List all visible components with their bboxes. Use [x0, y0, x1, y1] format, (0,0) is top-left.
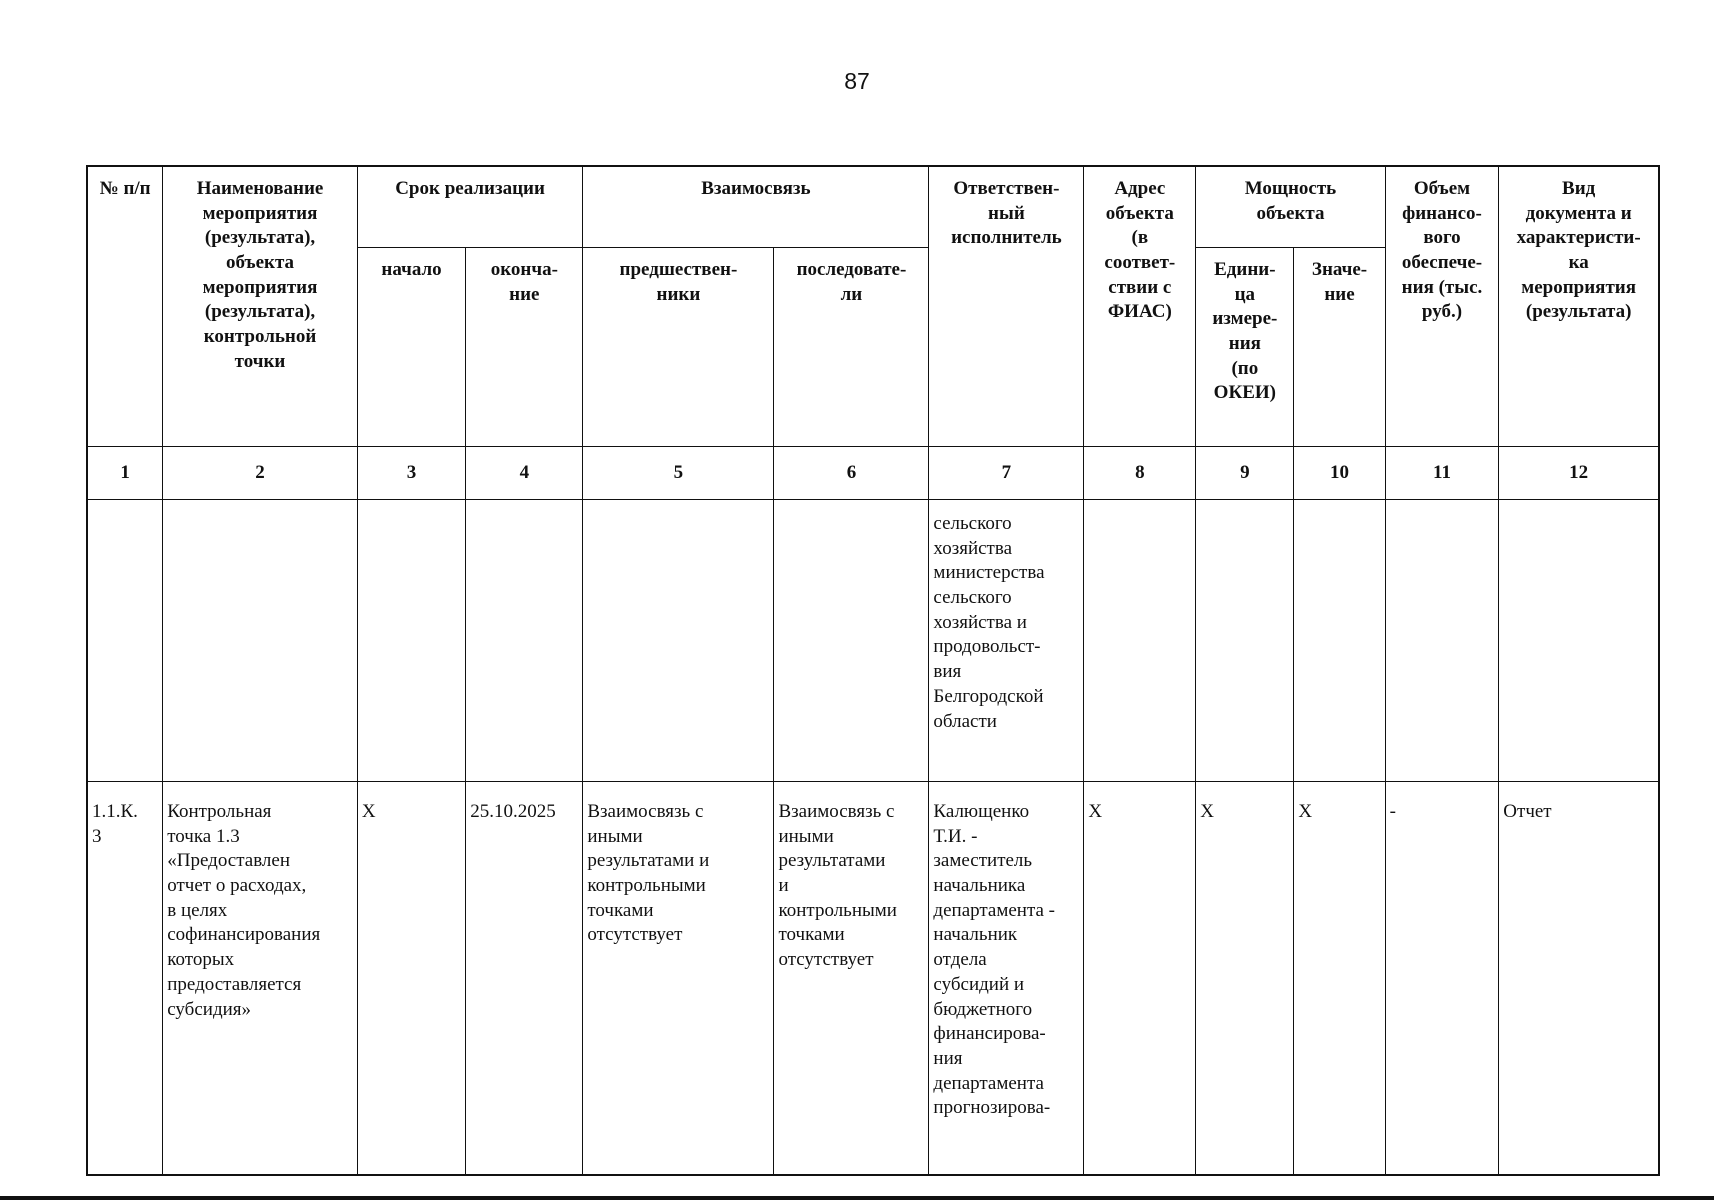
row-responsible-line: субсидий и [933, 973, 1025, 995]
header-term-start: начало [357, 248, 465, 447]
header-link-next [774, 248, 929, 447]
header-term-end-line: оконча- [490, 259, 558, 280]
row-name-cell [163, 782, 358, 1176]
row-successors-line: иными [778, 825, 834, 847]
row-responsible-line: заместитель [933, 850, 1033, 872]
header-document-line: характеристи- [1516, 227, 1641, 249]
header-num: № п/п [87, 166, 163, 447]
responsible-line: хозяйства [933, 537, 1013, 559]
header-power-unit-line: ца [1234, 283, 1256, 305]
header-finance-line: ния (тыс. [1401, 276, 1483, 298]
header-address-line: ствии с [1108, 276, 1172, 298]
header-power-value-line: ние [1324, 283, 1355, 305]
table-cell [163, 500, 358, 782]
table-container [86, 165, 1660, 1176]
header-power-value-line: Значе- [1311, 259, 1368, 280]
header-responsible-line: Ответствен- [953, 178, 1060, 199]
header-address-line: соответ- [1104, 252, 1176, 274]
table-row [87, 782, 1659, 1176]
header-document-line: документа и [1525, 202, 1632, 224]
header-name-line: контрольной [203, 326, 317, 348]
row-predecessors-line: результатами и [587, 850, 710, 872]
row-responsible-line: Т.И. - [933, 825, 978, 847]
responsible-line: области [933, 710, 997, 732]
header-power-value [1294, 248, 1385, 447]
page-number: 87 [844, 68, 870, 94]
header-address-line: ФИАС) [1107, 301, 1172, 323]
table-cell [1499, 500, 1659, 782]
row-responsible-line: прогнозирова- [933, 1097, 1051, 1119]
row-successors-line: контрольными [778, 899, 897, 921]
header-term-group: Срок реализации [357, 166, 583, 248]
row-responsible-line: начальника [933, 875, 1026, 897]
header-finance-line: обеспече- [1401, 252, 1483, 274]
scan-bottom-edge [0, 1196, 1714, 1200]
responsible-line: продовольст- [933, 636, 1041, 658]
column-number: 2 [163, 447, 358, 500]
row-successors-line: результатами [778, 850, 886, 872]
table-cell [87, 500, 163, 782]
row-responsible-line: ния [933, 1047, 963, 1069]
row-number-line: 3 [92, 825, 102, 847]
header-name-line: точки [234, 350, 286, 372]
row-name-line: предоставляется [167, 973, 302, 995]
row-successors-line: отсутствует [778, 949, 874, 971]
column-number-row [87, 447, 1659, 500]
row-predecessors-cell [583, 782, 774, 1176]
row-predecessors-line: иными [587, 825, 643, 847]
header-term-end-line: ние [509, 283, 540, 305]
row-successors-line: Взаимосвязь с [778, 801, 895, 822]
row-responsible-line: финансирова- [933, 1023, 1046, 1045]
responsible-line: Белгородской [933, 685, 1044, 707]
header-power-group [1196, 166, 1385, 248]
column-number: 6 [774, 447, 929, 500]
row-number-line: 1.1.К. [92, 801, 138, 822]
header-name-line: Наименование [196, 178, 324, 199]
table-cell [466, 500, 583, 782]
header-term-end [466, 248, 583, 447]
row-start-cell: Х [357, 782, 465, 1176]
row-responsible-line: бюджетного [933, 998, 1033, 1020]
row-name-line: которых [167, 949, 235, 971]
header-name-line: мероприятия [202, 202, 318, 224]
header-name [163, 166, 358, 447]
continuation-row [87, 500, 1659, 782]
row-name-line: в целях [167, 899, 228, 921]
column-number: 4 [466, 447, 583, 500]
header-finance-line: финансо- [1402, 202, 1482, 224]
column-number: 5 [583, 447, 774, 500]
row-number-cell [87, 782, 163, 1176]
responsible-line: сельского [933, 587, 1012, 609]
header-address [1084, 166, 1196, 447]
table-cell [1196, 500, 1294, 782]
header-document [1499, 166, 1659, 447]
row-document-cell: Отчет [1499, 782, 1659, 1176]
row-name-line: субсидия» [167, 998, 252, 1020]
column-number: 1 [87, 447, 163, 500]
column-number: 7 [929, 447, 1084, 500]
header-row-top [87, 166, 1659, 248]
header-name-line: объекта [226, 252, 295, 274]
header-finance-line: вого [1423, 227, 1461, 249]
row-responsible-cell [929, 782, 1084, 1176]
row-successors-cell [774, 782, 929, 1176]
header-document-line: ка [1568, 252, 1589, 274]
header-link-next-line: последовате- [796, 259, 907, 280]
row-predecessors-line: отсутствует [587, 924, 683, 946]
header-link-prev-line: ники [656, 283, 701, 305]
row-name-line: Контрольная [167, 801, 272, 822]
header-name-line: (результата), [204, 301, 316, 323]
row-successors-line: точками [778, 924, 845, 946]
responsible-line: министерства [933, 562, 1045, 584]
header-power-unit-line: Едини- [1214, 259, 1276, 280]
plan-table [86, 165, 1660, 1176]
header-power-line: Мощность [1244, 178, 1337, 199]
header-link-group: Взаимосвязь [583, 166, 929, 248]
row-value-cell: Х [1294, 782, 1385, 1176]
header-responsible-line: исполнитель [951, 227, 1062, 249]
header-power-unit-line: ОКЕИ) [1213, 382, 1277, 404]
row-responsible-line: Калющенко [933, 801, 1030, 822]
header-responsible-line: ный [988, 202, 1025, 224]
row-name-line: «Предоставлен [167, 850, 290, 872]
column-number: 9 [1196, 447, 1294, 500]
responsible-line: вия [933, 661, 962, 683]
row-responsible-line: отдела [933, 949, 987, 971]
table-cell [774, 500, 929, 782]
header-finance-line: руб.) [1421, 301, 1463, 323]
table-cell [1294, 500, 1385, 782]
header-name-line: мероприятия [202, 276, 318, 298]
header-finance [1385, 166, 1499, 447]
header-address-line: (в [1131, 227, 1149, 249]
header-power-unit-line: измере- [1212, 308, 1278, 330]
header-finance-line: Объем [1413, 178, 1471, 199]
header-name-line: (результата), [204, 227, 316, 249]
table-cell [1084, 500, 1196, 782]
row-successors-line: и [778, 875, 789, 897]
row-responsible-line: департамента - [933, 899, 1056, 921]
header-power-unit-line: (по [1231, 357, 1259, 379]
responsible-line: хозяйства и [933, 611, 1027, 633]
table-cell [1385, 500, 1499, 782]
row-name-line: софинансирования [167, 924, 321, 946]
header-link-prev-line: предшествен- [619, 259, 738, 280]
row-address-cell: Х [1084, 782, 1196, 1176]
column-number: 3 [357, 447, 465, 500]
row-name-line: точка 1.3 [167, 825, 240, 847]
header-address-line: объекта [1105, 202, 1174, 224]
row-finance-cell: - [1385, 782, 1499, 1176]
row-predecessors-line: Взаимосвязь с [587, 801, 704, 822]
row-name-line: отчет о расходах, [167, 875, 307, 897]
row-predecessors-line: контрольными [587, 875, 706, 897]
row-responsible-line: департамента [933, 1072, 1044, 1094]
header-document-line: мероприятия [1521, 276, 1637, 298]
header-document-line: (результата) [1525, 301, 1632, 323]
column-number: 11 [1385, 447, 1499, 500]
table-cell [357, 500, 465, 782]
header-link-prev [583, 248, 774, 447]
column-number: 12 [1499, 447, 1659, 500]
header-power-unit-line: ния [1228, 333, 1261, 355]
table-cell [583, 500, 774, 782]
row-responsible-line: начальник [933, 924, 1018, 946]
header-responsible [929, 166, 1084, 447]
responsible-line: сельского [933, 513, 1012, 534]
row-end-cell: 25.10.2025 [466, 782, 583, 1176]
header-document-line: Вид [1562, 178, 1596, 199]
row-unit-cell: Х [1196, 782, 1294, 1176]
column-number: 10 [1294, 447, 1385, 500]
header-power-unit [1196, 248, 1294, 447]
continuation-responsible-cell [929, 500, 1084, 782]
column-number: 8 [1084, 447, 1196, 500]
header-address-line: Адрес [1114, 178, 1166, 199]
row-predecessors-line: точками [587, 899, 654, 921]
header-link-next-line: ли [840, 283, 863, 305]
header-power-line: объекта [1256, 202, 1325, 224]
